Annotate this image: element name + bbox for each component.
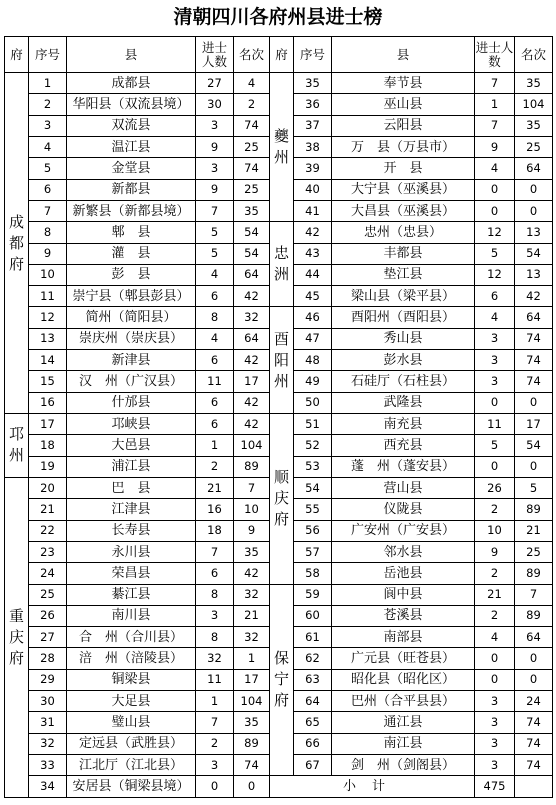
seq-cell: 54 bbox=[294, 477, 332, 498]
count-cell: 2 bbox=[196, 733, 234, 754]
rank-cell: 0 bbox=[515, 456, 553, 477]
header-seq: 序号 bbox=[294, 37, 332, 73]
summary-label: 小计 bbox=[270, 776, 475, 798]
rank-cell: 4 bbox=[234, 73, 270, 94]
county-cell: 铜梁县 bbox=[67, 669, 196, 690]
rank-cell: 42 bbox=[234, 286, 270, 307]
county-cell: 巴 县 bbox=[67, 477, 196, 498]
prefecture-cell: 保宁府 bbox=[270, 584, 294, 776]
rank-cell: 7 bbox=[515, 584, 553, 605]
county-cell: 江北厅（江北县） bbox=[67, 755, 196, 776]
count-cell: 8 bbox=[196, 584, 234, 605]
seq-cell: 14 bbox=[29, 350, 67, 371]
seq-cell: 67 bbox=[294, 755, 332, 776]
rank-cell: 42 bbox=[234, 350, 270, 371]
rank-cell: 64 bbox=[234, 264, 270, 285]
seq-cell: 52 bbox=[294, 435, 332, 456]
rank-cell: 42 bbox=[515, 286, 553, 307]
county-cell: 简州（简阳县） bbox=[67, 307, 196, 328]
count-cell: 3 bbox=[475, 328, 515, 349]
county-cell: 郫 县 bbox=[67, 222, 196, 243]
seq-cell: 38 bbox=[294, 136, 332, 157]
count-cell: 21 bbox=[196, 477, 234, 498]
count-cell: 2 bbox=[196, 456, 234, 477]
rank-cell: 32 bbox=[234, 627, 270, 648]
header-county: 县 bbox=[332, 37, 475, 73]
count-cell: 4 bbox=[475, 627, 515, 648]
county-cell: 酉阳州（酉阳县） bbox=[332, 307, 475, 328]
rank-cell: 89 bbox=[515, 499, 553, 520]
rank-cell: 64 bbox=[515, 627, 553, 648]
header-rank: 名次 bbox=[234, 37, 270, 73]
table-body bbox=[5, 73, 553, 798]
prefecture-cell: 顺庆府 bbox=[270, 414, 294, 585]
seq-cell: 50 bbox=[294, 392, 332, 413]
county-cell: 彭水县 bbox=[332, 350, 475, 371]
rank-cell: 9 bbox=[234, 520, 270, 541]
county-cell: 奉节县 bbox=[332, 73, 475, 94]
rank-cell: 74 bbox=[234, 755, 270, 776]
count-cell: 7 bbox=[196, 541, 234, 562]
seq-cell: 40 bbox=[294, 179, 332, 200]
seq-cell: 32 bbox=[29, 733, 67, 754]
rank-cell: 89 bbox=[515, 563, 553, 584]
county-cell: 汉 州（广汉县） bbox=[67, 371, 196, 392]
rank-cell: 74 bbox=[515, 755, 553, 776]
county-cell: 荣昌县 bbox=[67, 563, 196, 584]
seq-cell: 51 bbox=[294, 414, 332, 435]
seq-cell: 44 bbox=[294, 264, 332, 285]
seq-cell: 53 bbox=[294, 456, 332, 477]
count-cell: 18 bbox=[196, 520, 234, 541]
county-cell: 大宁县（巫溪县） bbox=[332, 179, 475, 200]
seq-cell: 31 bbox=[29, 712, 67, 733]
county-cell: 江津县 bbox=[67, 499, 196, 520]
county-cell: 永川县 bbox=[67, 541, 196, 562]
county-cell: 长寿县 bbox=[67, 520, 196, 541]
county-cell: 什邡县 bbox=[67, 392, 196, 413]
county-cell: 南充县 bbox=[332, 414, 475, 435]
seq-cell: 20 bbox=[29, 477, 67, 498]
table-row bbox=[5, 73, 553, 94]
rank-cell: 0 bbox=[515, 179, 553, 200]
seq-cell: 59 bbox=[294, 584, 332, 605]
seq-cell: 11 bbox=[29, 286, 67, 307]
county-cell: 云阳县 bbox=[332, 115, 475, 136]
seq-cell: 28 bbox=[29, 648, 67, 669]
seq-cell: 2 bbox=[29, 94, 67, 115]
seq-cell: 24 bbox=[29, 563, 67, 584]
count-cell: 7 bbox=[196, 712, 234, 733]
seq-cell: 58 bbox=[294, 563, 332, 584]
seq-cell: 22 bbox=[29, 520, 67, 541]
county-cell: 万 县（万县市） bbox=[332, 136, 475, 157]
rank-cell: 104 bbox=[515, 94, 553, 115]
county-cell: 璧山县 bbox=[67, 712, 196, 733]
count-cell: 3 bbox=[196, 158, 234, 179]
rank-cell: 21 bbox=[515, 520, 553, 541]
count-cell: 4 bbox=[475, 158, 515, 179]
seq-cell: 64 bbox=[294, 691, 332, 712]
count-cell: 0 bbox=[475, 200, 515, 221]
count-cell: 9 bbox=[196, 136, 234, 157]
count-cell: 3 bbox=[196, 755, 234, 776]
county-cell: 蓬 州（蓬安县） bbox=[332, 456, 475, 477]
county-cell: 阆中县 bbox=[332, 584, 475, 605]
rank-cell: 74 bbox=[515, 371, 553, 392]
rank-cell: 13 bbox=[515, 222, 553, 243]
count-cell: 30 bbox=[196, 94, 234, 115]
rank-cell: 35 bbox=[515, 115, 553, 136]
rank-cell: 54 bbox=[515, 435, 553, 456]
rank-cell: 74 bbox=[515, 350, 553, 371]
seq-cell: 47 bbox=[294, 328, 332, 349]
county-cell: 定远县（武胜县） bbox=[67, 733, 196, 754]
rank-cell: 35 bbox=[234, 200, 270, 221]
seq-cell: 3 bbox=[29, 115, 67, 136]
summary-rank bbox=[515, 776, 553, 798]
seq-cell: 16 bbox=[29, 392, 67, 413]
county-cell: 灌 县 bbox=[67, 243, 196, 264]
count-cell: 6 bbox=[196, 286, 234, 307]
county-cell: 丰都县 bbox=[332, 243, 475, 264]
header-rank: 名次 bbox=[515, 37, 553, 73]
count-cell: 5 bbox=[475, 243, 515, 264]
rank-cell: 25 bbox=[234, 179, 270, 200]
header-jinshi: 进士人数 bbox=[196, 37, 234, 73]
count-cell: 32 bbox=[196, 648, 234, 669]
rank-cell: 0 bbox=[515, 200, 553, 221]
county-cell: 剑 州（剑阁县） bbox=[332, 755, 475, 776]
count-cell: 3 bbox=[475, 712, 515, 733]
header-jinshi: 进士人数 bbox=[475, 37, 515, 73]
county-cell: 忠州（忠县） bbox=[332, 222, 475, 243]
count-cell: 26 bbox=[475, 477, 515, 498]
seq-cell: 56 bbox=[294, 520, 332, 541]
county-cell: 武隆县 bbox=[332, 392, 475, 413]
jinshi-table bbox=[4, 36, 553, 798]
count-cell: 3 bbox=[475, 691, 515, 712]
county-cell: 温江县 bbox=[67, 136, 196, 157]
rank-cell: 104 bbox=[234, 691, 270, 712]
count-cell: 12 bbox=[475, 222, 515, 243]
header-seq: 序号 bbox=[29, 37, 67, 73]
county-cell: 大足县 bbox=[67, 691, 196, 712]
header-prefecture: 府 bbox=[5, 37, 29, 73]
count-cell: 11 bbox=[196, 371, 234, 392]
count-cell: 0 bbox=[475, 456, 515, 477]
seq-cell: 27 bbox=[29, 627, 67, 648]
seq-cell: 49 bbox=[294, 371, 332, 392]
seq-cell: 18 bbox=[29, 435, 67, 456]
rank-cell: 54 bbox=[234, 243, 270, 264]
rank-cell: 24 bbox=[515, 691, 553, 712]
count-cell: 11 bbox=[196, 669, 234, 690]
count-cell: 7 bbox=[475, 115, 515, 136]
county-cell: 邛峡县 bbox=[67, 414, 196, 435]
rank-cell: 0 bbox=[515, 648, 553, 669]
rank-cell: 10 bbox=[234, 499, 270, 520]
county-cell: 西充县 bbox=[332, 435, 475, 456]
rank-cell: 2 bbox=[234, 94, 270, 115]
seq-cell: 25 bbox=[29, 584, 67, 605]
count-cell: 11 bbox=[475, 414, 515, 435]
county-cell: 大昌县（巫溪县） bbox=[332, 200, 475, 221]
county-cell: 新都县 bbox=[67, 179, 196, 200]
county-cell: 双流县 bbox=[67, 115, 196, 136]
seq-cell: 39 bbox=[294, 158, 332, 179]
count-cell: 8 bbox=[196, 307, 234, 328]
count-cell: 3 bbox=[475, 755, 515, 776]
count-cell: 0 bbox=[475, 669, 515, 690]
county-cell: 安居县（铜梁县境） bbox=[67, 776, 196, 798]
rank-cell: 0 bbox=[234, 776, 270, 798]
rank-cell: 42 bbox=[234, 392, 270, 413]
seq-cell: 41 bbox=[294, 200, 332, 221]
count-cell: 0 bbox=[475, 179, 515, 200]
header-county: 县 bbox=[67, 37, 196, 73]
rank-cell: 74 bbox=[515, 733, 553, 754]
rank-cell: 25 bbox=[515, 136, 553, 157]
county-cell: 岳池县 bbox=[332, 563, 475, 584]
seq-cell: 62 bbox=[294, 648, 332, 669]
rank-cell: 35 bbox=[234, 712, 270, 733]
count-cell: 0 bbox=[475, 648, 515, 669]
count-cell: 5 bbox=[196, 222, 234, 243]
seq-cell: 17 bbox=[29, 414, 67, 435]
rank-cell: 74 bbox=[234, 115, 270, 136]
count-cell: 10 bbox=[475, 520, 515, 541]
seq-cell: 21 bbox=[29, 499, 67, 520]
county-cell: 昭化县（昭化区） bbox=[332, 669, 475, 690]
rank-cell: 74 bbox=[515, 328, 553, 349]
seq-cell: 48 bbox=[294, 350, 332, 371]
rank-cell: 17 bbox=[234, 669, 270, 690]
count-cell: 6 bbox=[196, 392, 234, 413]
rank-cell: 0 bbox=[515, 669, 553, 690]
prefecture-cell: 忠洲 bbox=[270, 222, 294, 307]
rank-cell: 89 bbox=[234, 733, 270, 754]
rank-cell: 13 bbox=[515, 264, 553, 285]
rank-cell: 104 bbox=[234, 435, 270, 456]
county-cell: 成都县 bbox=[67, 73, 196, 94]
county-cell: 石硅厅（石柱县） bbox=[332, 371, 475, 392]
count-cell: 2 bbox=[475, 499, 515, 520]
seq-cell: 13 bbox=[29, 328, 67, 349]
county-cell: 仪陇县 bbox=[332, 499, 475, 520]
count-cell: 4 bbox=[196, 264, 234, 285]
county-cell: 涪 州（涪陵县） bbox=[67, 648, 196, 669]
table-row bbox=[5, 222, 553, 243]
count-cell: 27 bbox=[196, 73, 234, 94]
count-cell: 7 bbox=[196, 200, 234, 221]
count-cell: 9 bbox=[475, 136, 515, 157]
count-cell: 0 bbox=[196, 776, 234, 798]
seq-cell: 37 bbox=[294, 115, 332, 136]
page-title: 清朝四川各府州县进士榜 bbox=[173, 6, 383, 28]
county-cell: 新津县 bbox=[67, 350, 196, 371]
seq-cell: 33 bbox=[29, 755, 67, 776]
seq-cell: 10 bbox=[29, 264, 67, 285]
county-cell: 金堂县 bbox=[67, 158, 196, 179]
seq-cell: 29 bbox=[29, 669, 67, 690]
rank-cell: 1 bbox=[234, 648, 270, 669]
county-cell: 秀山县 bbox=[332, 328, 475, 349]
seq-cell: 60 bbox=[294, 605, 332, 626]
county-cell: 巴州（合平县县） bbox=[332, 691, 475, 712]
seq-cell: 43 bbox=[294, 243, 332, 264]
count-cell: 3 bbox=[475, 350, 515, 371]
rank-cell: 54 bbox=[234, 222, 270, 243]
count-cell: 7 bbox=[475, 73, 515, 94]
rank-cell: 54 bbox=[515, 243, 553, 264]
rank-cell: 35 bbox=[234, 541, 270, 562]
county-cell: 浦江县 bbox=[67, 456, 196, 477]
count-cell: 2 bbox=[475, 563, 515, 584]
seq-cell: 46 bbox=[294, 307, 332, 328]
count-cell: 3 bbox=[196, 605, 234, 626]
seq-cell: 5 bbox=[29, 158, 67, 179]
rank-cell: 74 bbox=[234, 158, 270, 179]
seq-cell: 36 bbox=[294, 94, 332, 115]
count-cell: 2 bbox=[475, 605, 515, 626]
rank-cell: 42 bbox=[234, 414, 270, 435]
seq-cell: 1 bbox=[29, 73, 67, 94]
rank-cell: 64 bbox=[234, 328, 270, 349]
count-cell: 3 bbox=[196, 115, 234, 136]
table-row bbox=[5, 307, 553, 328]
county-cell: 南川县 bbox=[67, 605, 196, 626]
count-cell: 9 bbox=[475, 541, 515, 562]
county-cell: 通江县 bbox=[332, 712, 475, 733]
count-cell: 4 bbox=[475, 307, 515, 328]
county-cell: 崇庆州（崇庆县） bbox=[67, 328, 196, 349]
seq-cell: 8 bbox=[29, 222, 67, 243]
seq-cell: 45 bbox=[294, 286, 332, 307]
rank-cell: 21 bbox=[234, 605, 270, 626]
county-cell: 綦江县 bbox=[67, 584, 196, 605]
count-cell: 6 bbox=[196, 563, 234, 584]
seq-cell: 6 bbox=[29, 179, 67, 200]
rank-cell: 42 bbox=[234, 563, 270, 584]
count-cell: 12 bbox=[475, 264, 515, 285]
county-cell: 新繁县（新都县境） bbox=[67, 200, 196, 221]
seq-cell: 42 bbox=[294, 222, 332, 243]
summary-total: 475 bbox=[475, 776, 515, 798]
county-cell: 苍溪县 bbox=[332, 605, 475, 626]
seq-cell: 35 bbox=[294, 73, 332, 94]
county-cell: 广安州（广安县） bbox=[332, 520, 475, 541]
county-cell: 大邑县 bbox=[67, 435, 196, 456]
prefecture-cell: 成都府 bbox=[5, 73, 29, 414]
count-cell: 1 bbox=[475, 94, 515, 115]
seq-cell: 57 bbox=[294, 541, 332, 562]
rank-cell: 7 bbox=[234, 477, 270, 498]
count-cell: 6 bbox=[196, 414, 234, 435]
rank-cell: 5 bbox=[515, 477, 553, 498]
rank-cell: 17 bbox=[234, 371, 270, 392]
county-cell: 华阳县（双流县境） bbox=[67, 94, 196, 115]
table-row bbox=[5, 776, 553, 798]
count-cell: 21 bbox=[475, 584, 515, 605]
rank-cell: 64 bbox=[515, 158, 553, 179]
county-cell: 广元县（旺苍县） bbox=[332, 648, 475, 669]
county-cell: 营山县 bbox=[332, 477, 475, 498]
seq-cell: 55 bbox=[294, 499, 332, 520]
prefecture-cell: 重庆府 bbox=[5, 477, 29, 797]
rank-cell: 0 bbox=[515, 392, 553, 413]
county-cell: 崇宁县（郫县彭县） bbox=[67, 286, 196, 307]
count-cell: 5 bbox=[196, 243, 234, 264]
rank-cell: 25 bbox=[515, 541, 553, 562]
rank-cell: 89 bbox=[234, 456, 270, 477]
county-cell: 合 州（合川县） bbox=[67, 627, 196, 648]
rank-cell: 25 bbox=[234, 136, 270, 157]
seq-cell: 61 bbox=[294, 627, 332, 648]
seq-cell: 63 bbox=[294, 669, 332, 690]
count-cell: 6 bbox=[196, 350, 234, 371]
seq-cell: 12 bbox=[29, 307, 67, 328]
table-row bbox=[5, 584, 553, 605]
county-cell: 开 县 bbox=[332, 158, 475, 179]
county-cell: 垫江县 bbox=[332, 264, 475, 285]
rank-cell: 35 bbox=[515, 73, 553, 94]
count-cell: 6 bbox=[475, 286, 515, 307]
count-cell: 1 bbox=[196, 691, 234, 712]
header-row bbox=[5, 37, 553, 73]
rank-cell: 17 bbox=[515, 414, 553, 435]
seq-cell: 15 bbox=[29, 371, 67, 392]
rank-cell: 64 bbox=[515, 307, 553, 328]
count-cell: 16 bbox=[196, 499, 234, 520]
seq-cell: 23 bbox=[29, 541, 67, 562]
count-cell: 4 bbox=[196, 328, 234, 349]
rank-cell: 32 bbox=[234, 307, 270, 328]
count-cell: 0 bbox=[475, 392, 515, 413]
seq-cell: 66 bbox=[294, 733, 332, 754]
prefecture-cell: 夔州 bbox=[270, 73, 294, 222]
count-cell: 3 bbox=[475, 371, 515, 392]
county-cell: 邻水县 bbox=[332, 541, 475, 562]
seq-cell: 4 bbox=[29, 136, 67, 157]
count-cell: 8 bbox=[196, 627, 234, 648]
county-cell: 彭 县 bbox=[67, 264, 196, 285]
seq-cell: 9 bbox=[29, 243, 67, 264]
table-row bbox=[5, 414, 553, 435]
count-cell: 3 bbox=[475, 733, 515, 754]
seq-cell: 26 bbox=[29, 605, 67, 626]
prefecture-cell: 邛州 bbox=[5, 414, 29, 478]
count-cell: 5 bbox=[475, 435, 515, 456]
county-cell: 南部县 bbox=[332, 627, 475, 648]
seq-cell: 34 bbox=[29, 776, 67, 798]
seq-cell: 30 bbox=[29, 691, 67, 712]
county-cell: 梁山县（梁平县） bbox=[332, 286, 475, 307]
seq-cell: 65 bbox=[294, 712, 332, 733]
count-cell: 1 bbox=[196, 435, 234, 456]
county-cell: 南江县 bbox=[332, 733, 475, 754]
rank-cell: 89 bbox=[515, 605, 553, 626]
header-prefecture: 府 bbox=[270, 37, 294, 73]
rank-cell: 32 bbox=[234, 584, 270, 605]
seq-cell: 19 bbox=[29, 456, 67, 477]
county-cell: 巫山县 bbox=[332, 94, 475, 115]
count-cell: 9 bbox=[196, 179, 234, 200]
rank-cell: 74 bbox=[515, 712, 553, 733]
prefecture-cell: 酉阳州 bbox=[270, 307, 294, 414]
seq-cell: 7 bbox=[29, 200, 67, 221]
